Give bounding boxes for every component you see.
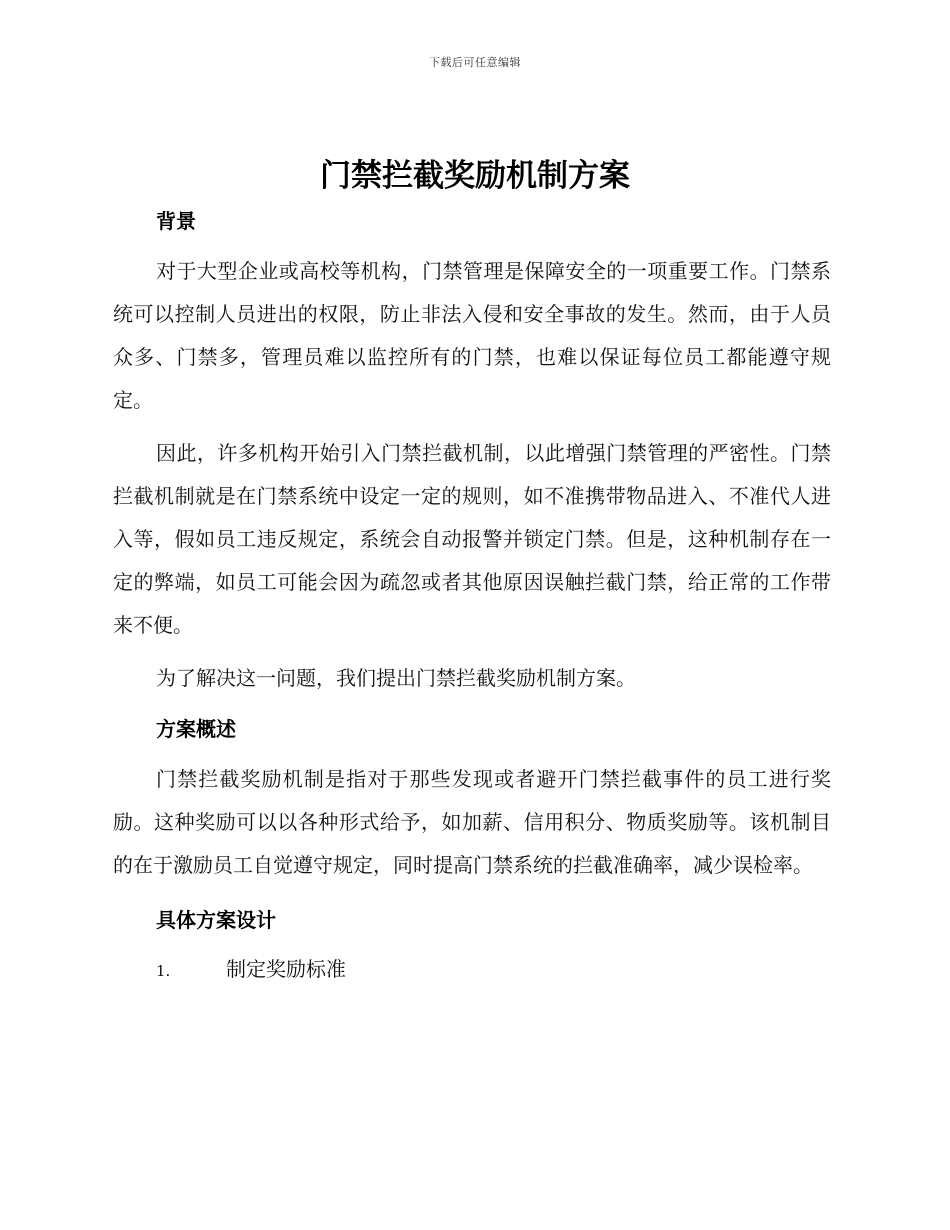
paragraph: 门禁拦截奖励机制是指对于那些发现或者避开门禁拦截事件的员工进行奖励。这种奖励可以以各种形式给予，如加薪、信用积分、物质奖励等。该机制目的在于激励员工自觉遵守规定，同时提高门禁系统的拦截准确率，减少误检率。 <box>113 767 831 877</box>
section-heading-background: 背景 <box>156 209 196 233</box>
paragraph: 对于大型企业或高校等机构，门禁管理是保障安全的一项重要工作。门禁系统可以控制人员进出的权限，防止非法入侵和安全事故的发生。然而，由于人员众多、门禁多，管理员难以监控所有的门禁，也难以保证每位员工都能遵守规定。 <box>113 259 831 412</box>
document-title: 门禁拦截奖励机制方案 <box>320 158 630 194</box>
section-heading-overview: 方案概述 <box>156 717 236 741</box>
paragraph: 因此，许多机构开始引入门禁拦截机制，以此增强门禁管理的严密性。门禁拦截机制就是在门禁系统中设定一定的规则，如不准携带物品进入、不准代人进入等，假如员工违反规定，系统会自动报警并锁定门禁。但是，这种机制存在一定的弊端，如员工可能会因为疏忽或者其他原因误触拦截门禁，给正常的工作带来不便。 <box>113 441 831 637</box>
header-note: 下载后可任意编辑 <box>429 56 521 69</box>
section-heading-design: 具体方案设计 <box>156 908 276 932</box>
list-item-text: 制定奖励标准 <box>226 957 346 981</box>
paragraph: 为了解决这一问题，我们提出门禁拦截奖励机制方案。 <box>156 666 636 690</box>
list-item-number: 1. <box>156 962 171 980</box>
document-body <box>113 202 831 991</box>
list-item <box>113 949 831 991</box>
